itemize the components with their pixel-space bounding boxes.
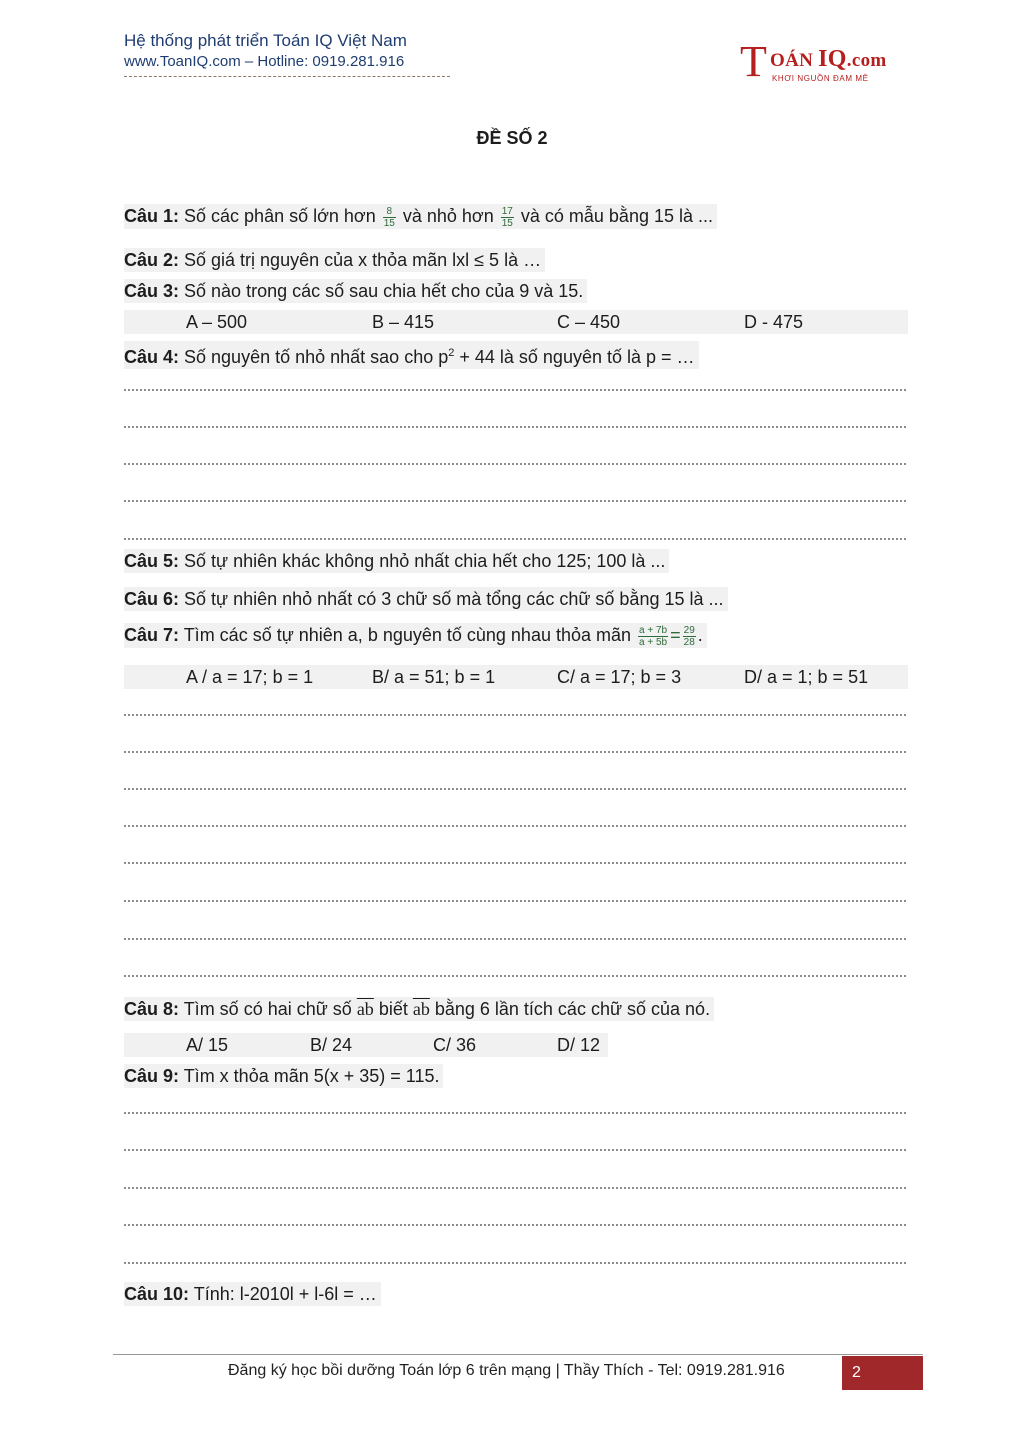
option-a[interactable]: A / a = 17; b = 1 xyxy=(186,667,314,687)
question-2-text: Số giá trị nguyên của x thỏa mãn lxl ≤ 5 là … xyxy=(179,250,542,270)
option-d[interactable]: D/ 12 xyxy=(557,1035,601,1055)
logo-text-b: IQ xyxy=(818,46,847,72)
question-5-line xyxy=(124,549,669,573)
option-b[interactable]: B/ a = 51; b = 1 xyxy=(372,667,496,687)
answer-line[interactable] xyxy=(124,463,906,465)
question-4-text-b: + 44 là số nguyên tố là p = … xyxy=(454,347,695,367)
option-c[interactable]: C – 450 xyxy=(557,312,621,332)
question-1-text-b: và nhỏ hơn xyxy=(397,206,499,226)
answer-line[interactable] xyxy=(124,714,906,716)
fraction-numerator: a + 7b xyxy=(639,624,668,636)
question-2-line xyxy=(124,248,545,272)
question-7 xyxy=(124,623,707,648)
answer-line[interactable] xyxy=(124,1224,906,1226)
fraction-numerator: 8 xyxy=(383,206,396,218)
logo-letter-t: T xyxy=(740,37,767,86)
question-5-label: Câu 5: xyxy=(124,551,180,571)
fraction-numerator: 29 xyxy=(683,624,695,636)
answer-line[interactable] xyxy=(124,751,906,753)
question-4-text-a: Số nguyên tố nhỏ nhất sao cho p xyxy=(179,347,449,367)
option-d[interactable]: D/ a = 1; b = 51 xyxy=(744,667,869,687)
equals-sign: = xyxy=(670,625,681,645)
option-b[interactable]: B – 415 xyxy=(372,312,435,332)
question-5-text: Số tự nhiên khác không nhỏ nhất chia hết cho 125; 100 là ... xyxy=(179,551,666,571)
org-name: Hệ thống phát triển Toán IQ Việt Nam xyxy=(124,31,407,50)
answer-line[interactable] xyxy=(124,538,906,540)
fraction-denominator: 15 xyxy=(501,217,513,229)
page-number: 2 xyxy=(842,1356,923,1390)
question-8-label: Câu 8: xyxy=(124,999,180,1019)
question-3-label: Câu 3: xyxy=(124,281,180,301)
option-b[interactable]: B/ 24 xyxy=(310,1035,353,1055)
question-6-label: Câu 6: xyxy=(124,589,180,609)
answer-line[interactable] xyxy=(124,426,906,428)
answer-line[interactable] xyxy=(124,500,906,502)
option-c[interactable]: C/ a = 17; b = 3 xyxy=(557,667,682,687)
answer-line[interactable] xyxy=(124,389,906,391)
question-4 xyxy=(124,341,699,369)
question-1-text-a: Số các phân số lớn hơn xyxy=(179,206,381,226)
logo-text xyxy=(770,46,887,73)
answer-line[interactable] xyxy=(124,1262,906,1264)
org-contact: www.ToanIQ.com – Hotline: 0919.281.916 xyxy=(124,53,405,70)
question-7-end: . xyxy=(697,625,703,645)
question-10-line xyxy=(124,1282,381,1306)
question-6-text: Số tự nhiên nhỏ nhất có 3 chữ số mà tổng các chữ số bằng 15 là ... xyxy=(179,589,724,609)
question-6 xyxy=(124,587,728,611)
question-2-label: Câu 2: xyxy=(124,250,180,270)
fraction-denominator: 28 xyxy=(683,636,695,648)
question-8-text-a: Tìm số có hai chữ số xyxy=(179,999,357,1019)
answer-line[interactable] xyxy=(124,900,906,902)
toaniq-logo xyxy=(740,37,900,88)
question-8-text-b: biết xyxy=(373,999,413,1019)
answer-line[interactable] xyxy=(124,1149,906,1151)
question-5 xyxy=(124,549,669,573)
question-9-line xyxy=(124,1064,443,1088)
question-8-options xyxy=(124,1033,608,1057)
question-3-text: Số nào trong các số sau chia hết cho của 9 và 15. xyxy=(179,281,584,301)
question-6-line xyxy=(124,587,728,611)
logo-text-c: .com xyxy=(846,50,887,71)
footer-text: Đăng ký học bồi dưỡng Toán lớp 6 trên mạng | Thầy Thích - Tel: 0919.281.916 xyxy=(228,1362,785,1379)
question-7-line xyxy=(124,623,707,648)
answer-line[interactable] xyxy=(124,1187,906,1189)
fraction-denominator: a + 5b xyxy=(639,636,668,648)
question-3 xyxy=(124,279,587,303)
logo-slogan: KHƠI NGUỒN ĐAM MÊ xyxy=(772,74,869,83)
option-d[interactable]: D - 475 xyxy=(744,312,804,332)
page-title: ĐỀ SỐ 2 xyxy=(476,128,548,148)
answer-line[interactable] xyxy=(124,938,906,940)
question-4-label: Câu 4: xyxy=(124,347,180,367)
fraction-denominator: 15 xyxy=(383,217,395,229)
question-8-text-c: bằng 6 lần tích các chữ số của nó. xyxy=(429,999,711,1019)
question-4-line xyxy=(124,341,699,369)
question-3-line xyxy=(124,279,587,303)
question-10-label: Câu 10: xyxy=(124,1284,190,1304)
fraction-numerator: 17 xyxy=(501,205,513,217)
question-1-text-c: và có mẫu bằng 15 là ... xyxy=(515,206,713,226)
overline-ab: $\overline{ab}$ xyxy=(356,999,374,1019)
fraction-8-15 xyxy=(383,206,396,229)
answer-line[interactable] xyxy=(124,825,906,827)
fraction-a7b-a5b xyxy=(638,625,668,648)
question-8-line xyxy=(124,997,714,1021)
answer-line[interactable] xyxy=(124,862,906,864)
overline-ab: $\overline{ab}$ xyxy=(412,999,430,1019)
answer-line[interactable] xyxy=(124,788,906,790)
question-10 xyxy=(124,1282,381,1306)
question-1 xyxy=(124,204,717,229)
option-c[interactable]: C/ 36 xyxy=(433,1035,477,1055)
question-8 xyxy=(124,997,714,1021)
question-7-label: Câu 7: xyxy=(124,625,180,645)
superscript-2: 2 xyxy=(448,347,455,359)
fraction-29-28 xyxy=(683,625,696,648)
footer-divider xyxy=(113,1354,923,1355)
answer-line[interactable] xyxy=(124,975,906,977)
question-9 xyxy=(124,1064,443,1088)
option-a[interactable]: A – 500 xyxy=(186,312,248,332)
option-a[interactable]: A/ 15 xyxy=(186,1035,229,1055)
question-2 xyxy=(124,248,545,272)
question-1-label: Câu 1: xyxy=(124,206,180,226)
header-contact xyxy=(124,30,450,77)
fraction-17-15 xyxy=(501,206,514,229)
question-7-text: Tìm các số tự nhiên a, b nguyên tố cùng nhau thỏa mãn xyxy=(179,625,637,645)
logo-text-a: OÁN xyxy=(770,50,819,71)
question-7-options xyxy=(124,665,908,689)
question-9-text: Tìm x thỏa mãn 5(x + 35) = 115. xyxy=(179,1066,440,1086)
question-10-text: Tính: l-2010l + l-6l = … xyxy=(189,1284,377,1304)
question-1-line xyxy=(124,204,717,229)
header-divider xyxy=(124,76,450,77)
answer-line[interactable] xyxy=(124,1112,906,1114)
question-9-label: Câu 9: xyxy=(124,1066,180,1086)
question-3-options xyxy=(124,310,908,334)
